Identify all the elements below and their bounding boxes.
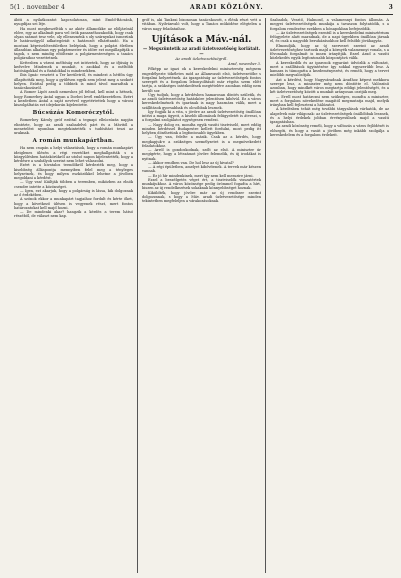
article-subheading: — Megszüntetik az aradi üzletvezetőség korlátait. — bbox=[142, 45, 261, 56]
dialogue-line: — Nagy dolog ez, mondta egyik vasúti tisztviselő, mert eddig minden kérdéssel Budapestre kellett fordulni, most pedig itt helyben dönthetünk a legfontosabb ügyekben. bbox=[142, 122, 261, 136]
paragraph: Az aradi közönség reméli, hogy a változás a város fejlődését is elősegíti, és hogy a vasút a jövőben még inkább szolgálja a kereskedelem és a forgalom érdekeit. bbox=[270, 124, 389, 137]
paragraph: gróf is, aki Tankrai bizonosan tanácskozott, s élénk részt vett a vitában. Nyilvánvaló volt, hogy a Tanács működése elégtelen a város nagy feladataihoz. bbox=[142, 18, 261, 31]
dialogue-line: — Akkor rendben van. De hol lesz az új hivatal? bbox=[148, 160, 234, 165]
column-3 bbox=[265, 18, 393, 573]
paragraph: Kiküldték, hogy jövőre már az új rendszer szerint dolgozzanak, s hogy a Máv. aradi üzletvezetősége minden tekintetben megfeleljen a várakozásoknak. bbox=[142, 190, 261, 204]
paragraph: A szónok ekkor a munkapárt tagjaihoz fordult és kérte őket, hogy a következő ülésen is vegyenek részt, mert fontos határozatokat kell majd hozni. bbox=[14, 197, 133, 210]
paragraph: ábiti a nyilatkozatot kapcsolatosan, mint Emőd-Bácsánk, nyugdíjas sei léje. bbox=[14, 18, 133, 27]
paragraph: Így fogják ki a vita, s jövőre az aradi üzletvezetőség önállóan intézi a maga ügyeit, a kisebb állomások felügyeletét is átveszi, s a forgalmi szolgálatot egységesen rendezi. bbox=[142, 109, 261, 123]
column-1 bbox=[10, 18, 137, 573]
dialogue-line: — De mindenki akar? hangzik a kérdés a terem hátsó részéből, de választ nem kap. bbox=[14, 210, 133, 219]
article-headline: Ujítások a Máv.-nál. bbox=[151, 34, 252, 45]
newspaper-title: ARADI KÖZLÖNY. bbox=[190, 4, 264, 11]
paragraph: Romerbey Károly gróf ezúttal a tegnapi elbúcsúzás napján elintézte, hogy az aradi szabadelvű párt és a Mávitól a menetelést nyomban megtekintették s tudósítást teszi az uraknak. bbox=[14, 118, 133, 135]
paragraph: A kérdésben tehát még további tárgyalások várhatók, de az alapelvek már világosak: az üzletvezetőségek önállóbbak lesznek, és a helyi érdekek jobban érvényesülnek majd a vasúti igazgatásban. bbox=[270, 107, 389, 124]
dialogue-line: — Erről most határozni nem szükséges, mondta a miniszter, mert a forgalom növekedése magától megmutatja majd, melyik irányban kell fejleszteni a hálózatot. bbox=[270, 94, 389, 107]
paragraph: Ezzel a beszélgetés véget ért, a tisztviselők visszatértek munkájukhoz. A város közönsége pedig örömmel fogadta a hírt, hiszen az új rendelkezések sokaknak könnyebbséget hoznak. bbox=[142, 177, 261, 191]
article-kicker: Az aradi üzletvezetőségről. bbox=[175, 55, 228, 61]
dialogue-line: — Igen, ezt akarjuk, hogy a polgárság is lássa, kik dolgoznak az ő érdekében. bbox=[14, 188, 133, 197]
issue-date: 5(1 . november 4 bbox=[10, 4, 65, 11]
section-heading: A román munkapártban. bbox=[32, 138, 115, 145]
paragraph: Úgy tudjuk, hogy a kérdésben hamarosan döntés születik, és az aradi üzletvezetőség hatásköre jelentősen kibővül. Ez a város kereskedelmének és iparának is nagy hasznára válik, mert a szállítások gyorsabbak és olcsóbbak lesznek. bbox=[142, 92, 261, 110]
dialogue-line: — Úgy van! Kiáltják többen a teremben, miközben az elnök csendre intette a közönséget. bbox=[14, 180, 133, 189]
paragraph: Azt a kérdést, hogy Nagyváradnak Aradhoz képest mekkora szerepe lesz, a miniszter még nem döntötte el. Valószínű azonban, hogy mindkét város megtartja eddigi jelentőségét, és a két üzletvezetőség között a munkát arányosan osztják meg. bbox=[270, 77, 389, 95]
paragraph: Ha most megbeszéltük s az akiér államcikke az elöljárónál előre, egy az alkalmát para vel örök panaszéhozakodik, hogy csak olyan számot tesz vele, oly elleneznénk s oly szárnynkat ismerünk le határozógyűl adkategóriát s határozót elhárítandó. Ha a mostani képviselőtestülethez belépünk, hogy a polgári életben állandóan alkalmas egy polgármester és időre ezt megállapítják a tagok, s nem mindig eltöltenie a polgármesterségen a tanács polgáraihoz vezettetnek. bbox=[14, 26, 133, 61]
paragraph: A kereskedők és az iparosok egyaránt üdvözlik a változást, mert a szállítások ügyintézése így sokkal egyszerűbb lesz. A kamara is támogatta a kezdeményezést, és reméli, hogy a tervet mielőbb megvalósítják. bbox=[270, 60, 389, 78]
paragraph: A Romer Lipót aradi nemeshez jól feltud, kell mint a hétnek, hogy Romerbey Antal ugyan a Dorbei levél emlékezetében. Ezért a kezdetben Antal a saját nevével egyetértettek hogy a városi kiszolgáltatás ezt idejekorán kijelentette. bbox=[14, 90, 133, 107]
section-heading: Búcsúzás Komoróczytól. bbox=[32, 110, 115, 117]
dialogue-line: — A régi épületben, amelyet kibővítenek. A tervek már készen vannak. bbox=[142, 165, 261, 174]
paragraph: Ezért is a hivatalos teendőkről kérdezték meg, hogy a kisebbség álláspontja mennyiben felel meg a tényleges helyzetnek, és hogy milyen eszközökkel lehetne a jövőben megoldani a kérdést. bbox=[14, 163, 133, 180]
paragraph: Szabadok, Vesztő, Halmosd, a valamennyi fontos állomás. A megyei üzletvezetőségek munkája a tavaszon folytatódik, s a forgalom rendezése ezekben a hónapokban befejeződik. bbox=[270, 18, 389, 31]
column-2 bbox=[137, 18, 265, 573]
paragraph: Főképp az igazi ok a kereskedelmi miniszterség mégsem engedélyezte tökéletes mód az Államvasút elsó, üzletvezetőbe s forgalmi helyzetének. Az igazgatóság az üzletvezetőségek fontos szerepét és a forgalom lebonyolítását már régóta szem előtt tartja, a szükséges intézkedések megtételére azonban eddig nem került sor. bbox=[142, 67, 261, 93]
paragraph: Ha nem csupán a helyi választások, hogy a román munkapárt ideiglenes ülésén a régi vezetőket meghallgatták s a közgyűlésben hatáskörükről az utolsó napon kijelentették, hogy a kérdésre a szabályok szerint nem lehet válaszolni. bbox=[14, 146, 133, 163]
dialogue-line: — Ez jó hír mindenkinek, mert így nem kell messzire járni. bbox=[148, 173, 254, 178]
columns bbox=[10, 18, 393, 573]
paragraph: Kettesben a városi méltóság ezt intézetek, hogy az ifjúság is kedvelve Mindenek a munkát, s azokkal és a méltóbb hatóságokkal és a fiatalokkal is mindezekben. bbox=[14, 60, 133, 73]
page-number: 3 bbox=[388, 4, 393, 11]
dialogue-line: — Úgy van, felelte a másik. Csak az a kérdés, hogy megkapjuk-e a szükséges személyzetet is a megnövekedett feladatokhoz. bbox=[142, 135, 261, 148]
paragraph: Ibis Ignác vesztett a Ter kerületről, és mindezt a hétfőn úgy állapították meg, hogy a gyűlésen egyik sem jelent meg a szokott helyen. Ezúttal pedig a többiek is mind távol maradtak a tanácskozásról. bbox=[14, 73, 133, 90]
paragraph: Elmondják, hogy az új szervezet szerint az aradi üzletvezetőséghez tartozik majd a környék valamennyi vonala, s a fővonalak forgalmát is innen irányítják. Ezzel Arad a vasúti közlekedés egyik legfontosabb központjává válik. bbox=[270, 43, 389, 61]
dialogue-line: — Arról is gondoskodnak, szólt az első. A miniszter úr megígérte, hogy a létszámot jövőre felemelik, és új irodákat is nyitnak. bbox=[142, 148, 261, 161]
running-head bbox=[10, 4, 393, 15]
dialogue-line: — Az üzletvezetőségek ezentúl is a kereskedelmi minisztérium felügyelete alatt maradnak, de a napi ügyekben önállóan járnak el, és csak a nagyobb beruházásokhoz kell felsőbb jóváhagyás. bbox=[270, 30, 389, 44]
dateline: Arad, november 3. bbox=[228, 62, 261, 67]
